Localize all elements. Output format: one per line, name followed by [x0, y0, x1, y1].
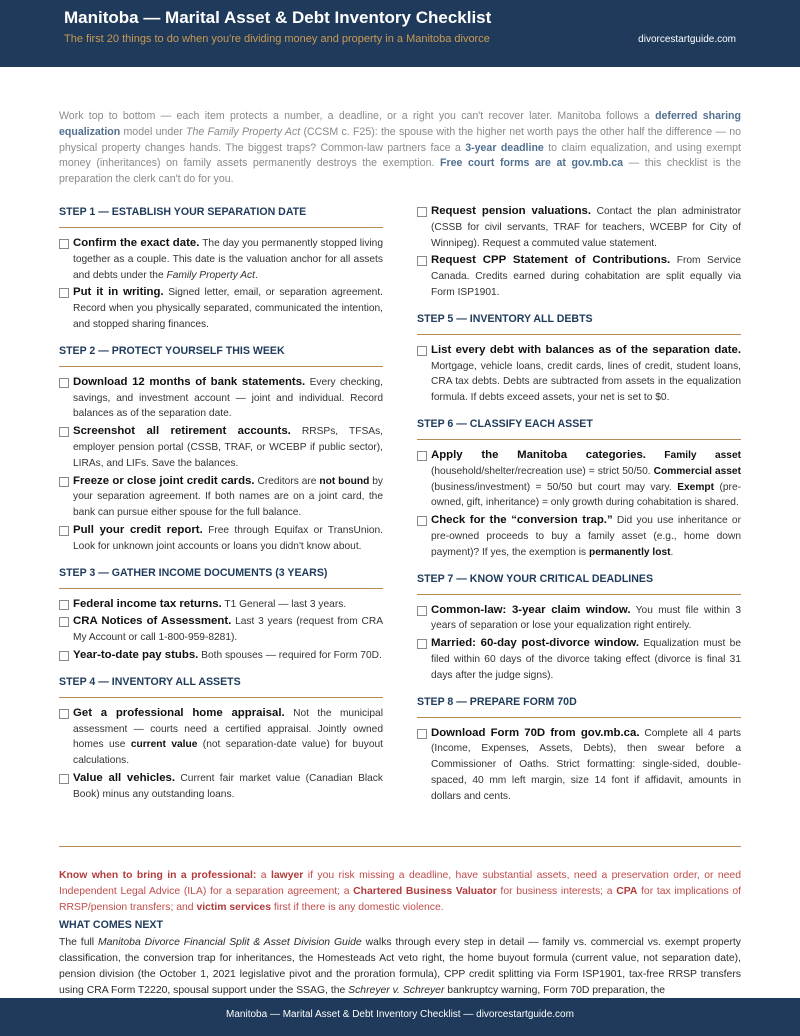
page-title: Manitoba — Marital Asset & Debt Inventory Checklist [64, 8, 492, 27]
checklist-item: Apply the Manitoba categories. Family asset (household/shelter/recreation use) = strict 50/50. Commercial asset (business/investment) = 50/50 but court may vary. Exempt (pre-owned, gift, inheritance) = only growth during cohabitation is shared. [417, 448, 741, 511]
checkbox[interactable] [417, 207, 427, 217]
step-heading: STEP 3 — GATHER INCOME DOCUMENTS (3 YEARS) [59, 566, 328, 579]
checkbox[interactable] [59, 477, 69, 487]
section-divider [59, 846, 741, 847]
what-comes-next-heading: WHAT COMES NEXT [59, 919, 163, 931]
checkbox[interactable] [417, 729, 427, 739]
step-heading: STEP 4 — INVENTORY ALL ASSETS [59, 675, 241, 688]
what-comes-next-text: The full Manitoba Divorce Financial Split & Asset Division Guide walks through every step in detail — family vs. commercial vs. exempt property classification, the conversion trap for inheritances, the Homesteads Act veto right, the home buyout formula (current value, not separation date), pension division (the October 1, 2021 legislative pivot and the proration formula), CPP credit splitting via Form ISP1901, tax-free RRSP transfers using CRA Form T2220, spousal support under the SSAG, the Schreyer v. Schreyer bankruptcy warning, Form 70D preparation, the [59, 937, 741, 995]
step-heading: STEP 8 — PREPARE FORM 70D [417, 695, 577, 708]
page-header [0, 0, 800, 67]
step-heading: STEP 5 — INVENTORY ALL DEBTS [417, 312, 593, 325]
checklist-item: Common-law: 3-year claim window. You must file within 3 years of separation or lose your equalization right entirely. [417, 603, 741, 635]
checkbox[interactable] [59, 600, 69, 610]
checkbox[interactable] [59, 617, 69, 627]
checklist-item: Get a professional home appraisal. Not the municipal assessment — courts need a certified appraisal. Jointly owned homes use current value (not separation-date value) for buyout calculations. [59, 706, 383, 769]
divider [59, 366, 383, 367]
step-heading: STEP 1 — ESTABLISH YOUR SEPARATION DATE [59, 206, 307, 218]
divider [417, 334, 741, 335]
checklist-item: Request pension valuations. Contact the plan administrator (CSSB for civil servants, TRAF for teachers, WCEBP for City of Winnipeg). Request a commuted value statement. [417, 204, 741, 251]
checklist-item: Download Form 70D from gov.mb.ca. Complete all 4 parts (Income, Expenses, Assets, Debts), then swear before a Commissioner of Oaths. Strict formatting: single-sided, double-spaced, 40 mm left margin, size 14 font if affidavit, amounts in dollars and cents. [417, 726, 741, 805]
step-heading: STEP 6 — CLASSIFY EACH ASSET [417, 417, 593, 430]
divider [59, 588, 383, 589]
checklist-right-column [417, 204, 741, 807]
checkbox[interactable] [417, 606, 427, 616]
checklist-item: Year-to-date pay stubs. Both spouses — required for Form 70D. [59, 648, 383, 664]
checklist-item: Put it in writing. Signed letter, email, or separation agreement. Record when you physically separated, communicated the intention, and stopped sharing finances. [59, 285, 383, 332]
divider [417, 717, 741, 718]
checkbox[interactable] [59, 709, 69, 719]
checklist-item: Pull your credit report. Free through Equifax or TransUnion. Look for unknown joint accounts or loans you didn't know about. [59, 523, 383, 555]
checklist-item: Request CPP Statement of Contributions. From Service Canada. Credits earned during cohabitation are split equally via Form ISP1901. [417, 253, 741, 300]
site-link[interactable]: divorcestartguide.com [638, 34, 736, 45]
divider [417, 439, 741, 440]
checkbox[interactable] [59, 288, 69, 298]
step-heading: STEP 7 — KNOW YOUR CRITICAL DEADLINES [417, 572, 654, 585]
checklist-item: List every debt with balances as of the separation date. Mortgage, vehicle loans, credit cards, lines of credit, student loans, CRA tax debts. Debts are subtracted from assets in the equalization formula. If debts exceed assets, your net is set to $0. [417, 343, 741, 406]
checklist-item: Confirm the exact date. The day you permanently stopped living together as a couple. This date is the valuation anchor for all assets and debts under the Family Property Act. [59, 236, 383, 283]
checkbox[interactable] [59, 651, 69, 661]
checkbox[interactable] [59, 378, 69, 388]
checklist-item: Married: 60-day post-divorce window. Equalization must be filed within 60 days of the divorce taking effect (divorce is final 31 days after the judge signs). [417, 636, 741, 683]
step-heading: STEP 2 — PROTECT YOURSELF THIS WEEK [59, 344, 285, 357]
divider [59, 227, 383, 228]
page-footer [0, 998, 800, 1036]
checkbox[interactable] [59, 774, 69, 784]
checkbox[interactable] [417, 639, 427, 649]
checkbox[interactable] [417, 346, 427, 356]
intro-paragraph: Work top to bottom — each item protects a number, a deadline, or a right you can't recover later. Manitoba follows a deferred sharing equalization model under The Family Property Act (CCSM c. F25): the spouse with the higher net worth pays the other half the difference — no physical property changes hands. The biggest traps? Common-law partners face a 3-year deadline to claim equalization, and using exempt money (inheritances) on family assets permanently destroys the exemption. Free court forms are at gov.mb.ca — this checklist is the preparation the clerk can't do for you. [59, 110, 741, 186]
checkbox[interactable] [59, 427, 69, 437]
checkbox[interactable] [417, 451, 427, 461]
checklist-item: CRA Notices of Assessment. Last 3 years (request from CRA My Account or call 1-800-959-8281). [59, 614, 383, 646]
checklist-item: Freeze or close joint credit cards. Creditors are not bound by your separation agreement. If both names are on a joint card, the bank can pursue either spouse for the full balance. [59, 474, 383, 521]
checkbox[interactable] [417, 516, 427, 526]
checklist-left-column [59, 204, 383, 805]
checklist-item: Download 12 months of bank statements. Every checking, savings, and investment account — joint and individual. Record balances as of the separation date. [59, 375, 383, 422]
checkbox[interactable] [417, 256, 427, 266]
checklist-item: Screenshot all retirement accounts. RRSPs, TFSAs, employer pension portal (CSSB, TRAF, or WCEBP if public sector), LIRAs, and LIFs. Save the balances. [59, 424, 383, 471]
checkbox[interactable] [59, 526, 69, 536]
footer-text: Manitoba — Marital Asset & Debt Inventory Checklist — divorcestartguide.com [226, 1009, 574, 1020]
checkbox[interactable] [59, 239, 69, 249]
checklist-item: Value all vehicles. Current fair market value (Canadian Black Book) minus any outstanding loans. [59, 771, 383, 803]
professional-help-note: Know when to bring in a professional: a lawyer if you risk missing a deadline, have substantial assets, need a preservation order, or need Independent Legal Advice (ILA) for a separation agreement; a Chartered Business Valuator for business interests; a CPA for tax implications of RRSP/pension transfers; and victim services first if there is any domestic violence. [59, 870, 741, 913]
divider [417, 594, 741, 595]
checklist-item: Federal income tax returns. T1 General — last 3 years. [59, 597, 383, 613]
divider [59, 697, 383, 698]
checklist-item: Check for the “conversion trap.” Did you use inheritance or pre-owned proceeds to buy a family asset (e.g., home down payment)? If yes, the exemption is permanently lost. [417, 513, 741, 560]
page-subtitle: The first 20 things to do when you're dividing money and property in a Manitoba divorce [64, 33, 490, 45]
